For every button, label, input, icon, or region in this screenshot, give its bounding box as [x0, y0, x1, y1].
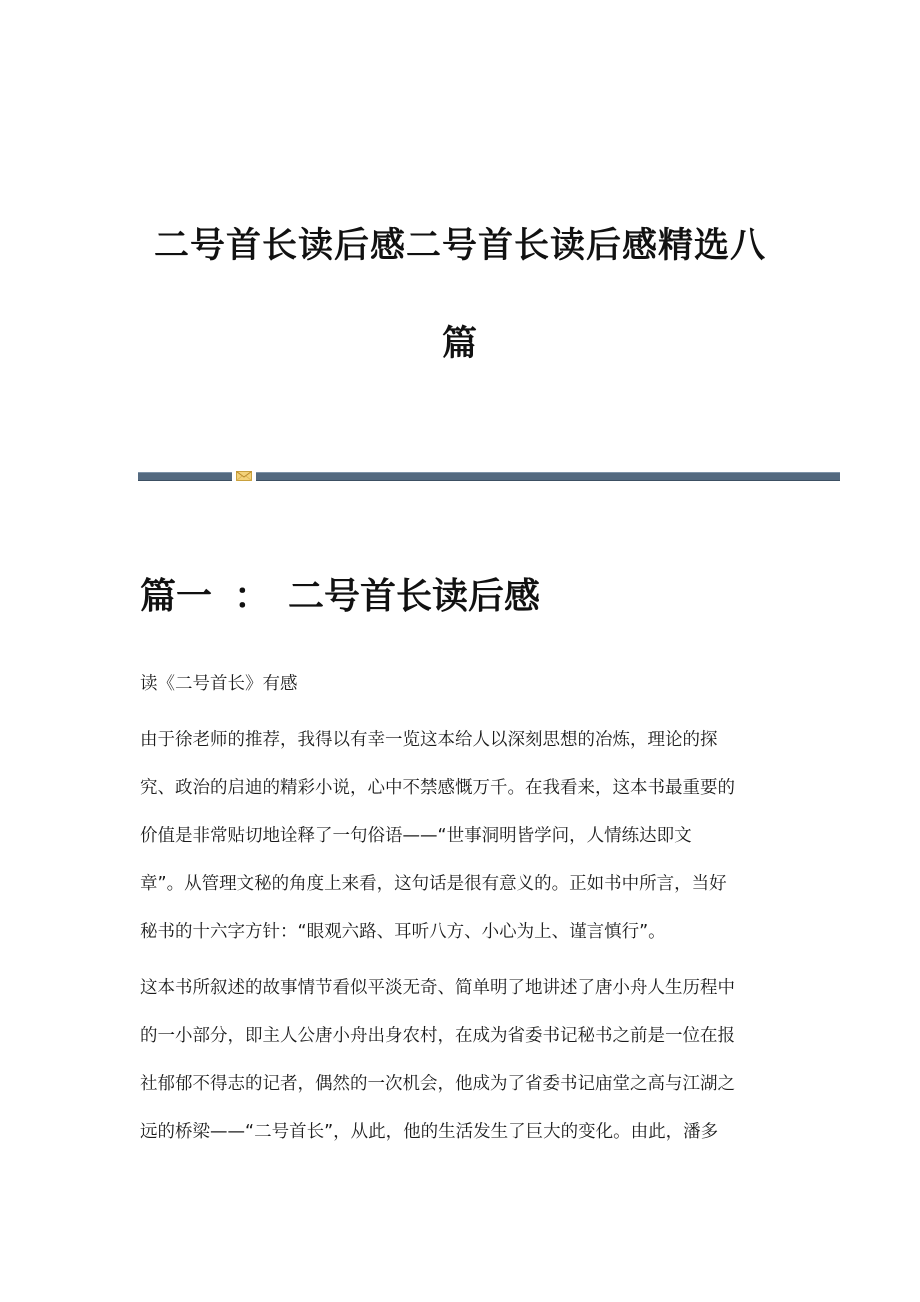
paragraph-1-line-5: 秘书的十六字方针：“眼观六路、耳听八方、小心为上、谨言慎行”。 — [140, 922, 666, 942]
section-heading-label: 篇一 — [140, 576, 213, 617]
divider-bar-right — [256, 472, 840, 481]
subtitle: 读《二号首长》有感 — [140, 674, 298, 694]
document-title-line-1: 二号首长读后感二号首长读后感精选八 — [153, 226, 766, 266]
paragraph-1-line-3: 价值是非常贴切地诠释了一句俗语——“世事洞明皆学问，人情练达即文 — [140, 826, 692, 846]
paragraph-1-line-4: 章”。从管理文秘的角度上来看，这句话是很有意义的。正如书中所言，当好 — [140, 874, 727, 894]
document-title-line-2: 篇 — [441, 324, 478, 364]
paragraph-2-line-4: 远的桥梁——“二号首长”，从此，他的生活发生了巨大的变化。由此，潘多 — [140, 1122, 719, 1142]
section-heading-text: 二号首长读后感 — [288, 576, 541, 617]
divider-bar-left — [138, 472, 232, 481]
paragraph-2-line-3: 社郁郁不得志的记者，偶然的一次机会，他成为了省委书记庙堂之高与江湖之 — [140, 1074, 735, 1094]
paragraph-2-line-1: 这本书所叙述的故事情节看似平淡无奇、简单明了地讲述了唐小舟人生历程中 — [140, 978, 735, 998]
envelope-ornament-icon — [236, 470, 252, 482]
section-heading-separator: ： — [234, 576, 271, 617]
section-heading — [140, 568, 540, 619]
paragraph-1-line-2: 究、政治的启迪的精彩小说，心中不禁感慨万千。在我看来，这本书最重要的 — [140, 778, 735, 798]
title-divider — [138, 470, 840, 482]
paragraph-2-line-2: 的一小部分，即主人公唐小舟出身农村，在成为省委书记秘书之前是一位在报 — [140, 1026, 735, 1046]
paragraph-1-line-1: 由于徐老师的推荐，我得以有幸一览这本给人以深刻思想的冶炼，理论的探 — [140, 730, 718, 750]
